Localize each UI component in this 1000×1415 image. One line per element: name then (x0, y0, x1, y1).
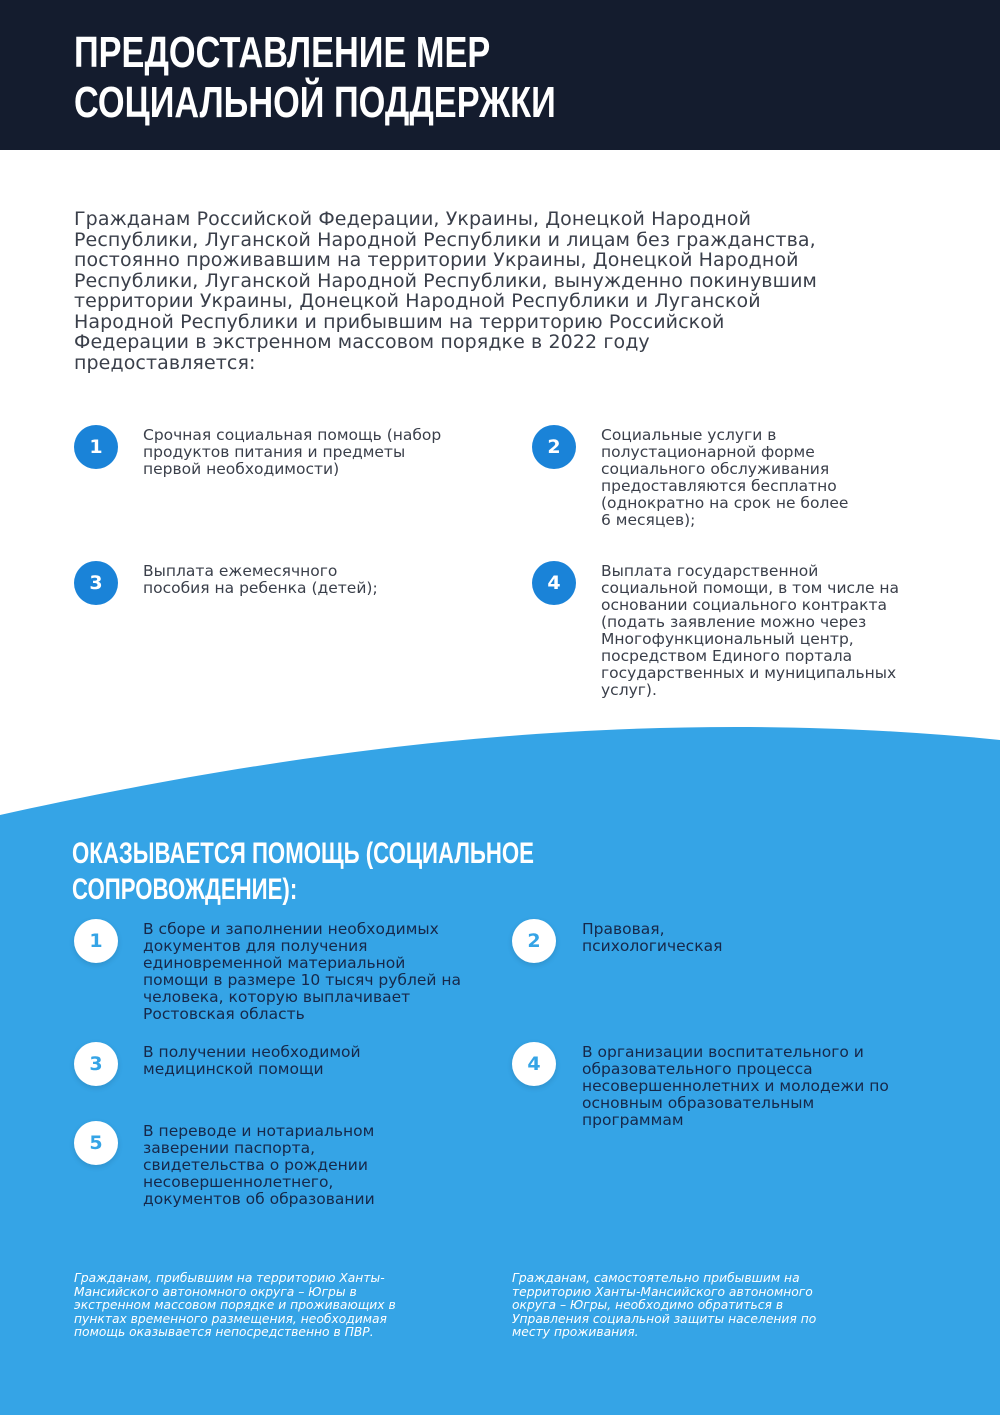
number-badge: 1 (74, 425, 118, 469)
text-line: (подать заявление можно через (601, 613, 867, 631)
text-line: пособия на ребенка (детей); (143, 579, 378, 597)
text-line: социального обслуживания (601, 460, 830, 478)
text-line: услуг). (601, 681, 657, 699)
support-text (582, 1044, 942, 1129)
note-line: Гражданам, прибывшим на территорию Ханты- (74, 1271, 385, 1285)
text-line: В сборе и заполнении необходимых (143, 920, 439, 938)
text-line: свидетельства о рождении (143, 1156, 368, 1174)
title-line: СОЦИАЛЬНОЙ ПОДДЕРЖКИ (74, 78, 556, 127)
text-line: Многофункциональный центр, (601, 630, 854, 648)
header-banner (0, 0, 1000, 150)
intro-paragraph (74, 209, 924, 373)
text-line: образовательного процесса (582, 1060, 813, 1078)
text-line: посредством Единого портала (601, 647, 853, 665)
text-line: 6 месяцев); (601, 511, 696, 529)
support-text (582, 921, 922, 955)
text-line: Правовая, (582, 920, 665, 938)
text-line: Ростовская область (143, 1005, 305, 1023)
number-badge: 2 (512, 919, 556, 963)
number-badge: 4 (512, 1042, 556, 1086)
intro-line: Народной Республики и прибывшим на территорию Российской (74, 310, 725, 333)
page-title (74, 28, 620, 128)
number-badge: 5 (74, 1121, 118, 1165)
text-line: В получении необходимой (143, 1043, 361, 1061)
note-line: Мансийского автономного округа – Югры в (74, 1284, 357, 1299)
text-line: В организации воспитательного и (582, 1043, 864, 1061)
text-line: помощи в размере 10 тысяч рублей на (143, 971, 462, 989)
intro-line: территории Украины, Донецкой Народной Республики и Луганской (74, 290, 761, 312)
text-line: полустационарной форме (601, 443, 815, 461)
support-text (143, 921, 503, 1023)
text-line: первой необходимости) (143, 460, 340, 478)
text-line: несовершеннолетних и молодежи по (582, 1077, 889, 1095)
note-line: пунктах временного размещения, необходимая (74, 1311, 387, 1326)
text-line: психологическая (582, 937, 723, 955)
note-line: месту проживания. (512, 1325, 639, 1339)
note-line: Управления социальной защиты населения по (512, 1311, 817, 1326)
support-text (143, 1123, 503, 1208)
note-line: Гражданам, самостоятельно прибывшим на (512, 1271, 800, 1285)
intro-line: Гражданам Российской Федерации, Украины, Донецкой Народной (74, 208, 752, 230)
text-line: (однократно на срок не более (601, 494, 849, 512)
text-line: продуктов питания и предметы (143, 443, 406, 461)
note-line: помощь оказывается непосредственно в ПВР. (74, 1325, 374, 1339)
text-line: заверении паспорта, (143, 1139, 316, 1157)
text-line: человека, которую выплачивает (143, 988, 411, 1006)
support-section-title: ОКАЗЫВАЕТСЯ ПОМОЩЬ (СОЦИАЛЬНОЕ СОПРОВОЖДЕНИЕ): (72, 837, 534, 906)
text-line: Социальные услуги в (601, 426, 777, 444)
number-badge: 3 (74, 1042, 118, 1086)
text-line: единовременной материальной (143, 954, 406, 972)
support-text (143, 1044, 503, 1078)
text-line: Выплата ежемесячного (143, 562, 338, 580)
intro-line: предоставляется: (74, 351, 256, 374)
text-line: В переводе и нотариальном (143, 1122, 375, 1140)
text-line: социальной помощи, в том числе на (601, 579, 900, 597)
title-line: ПРЕДОСТАВЛЕНИЕ МЕР (74, 28, 491, 77)
text-line: документов об образовании (143, 1190, 375, 1208)
text-line: Срочная социальная помощь (набор (143, 426, 442, 444)
text-line: Выплата государственной (601, 562, 819, 580)
note-line: округа – Югры, необходимо обратиться в (512, 1298, 784, 1312)
note-line: территорию Ханты-Мансийского автономного (512, 1284, 813, 1299)
number-badge: 2 (532, 425, 576, 469)
text-line: программам (582, 1111, 684, 1129)
measure-text (143, 563, 493, 597)
text-line: предоставляются бесплатно (601, 477, 837, 495)
text-line: медицинской помощи (143, 1060, 324, 1078)
intro-line: Республики, Луганской Народной Республики и лицам без гражданства, (74, 228, 816, 251)
number-badge: 3 (74, 561, 118, 605)
text-line: основании социального контракта (601, 596, 888, 614)
measure-text (601, 563, 941, 699)
intro-line: Республики, Луганской Народной Республики, вынужденно покинувшим (74, 269, 817, 292)
text-line: основным образовательным (582, 1094, 815, 1112)
intro-line: Федерации в экстренном массовом порядке в 2022 году (74, 331, 650, 353)
footnote-left (74, 1272, 474, 1340)
measure-text (143, 427, 493, 478)
number-badge: 4 (532, 561, 576, 605)
footnote-right (512, 1272, 912, 1340)
note-line: экстренном массовом порядке и проживающих в (74, 1298, 396, 1312)
number-badge: 1 (74, 919, 118, 963)
text-line: государственных и муниципальных (601, 664, 897, 682)
text-line: документов для получения (143, 937, 368, 955)
intro-line: постоянно проживавшим на территории Украины, Донецкой Народной (74, 249, 799, 271)
text-line: несовершеннолетнего, (143, 1173, 334, 1191)
measure-text (601, 427, 931, 529)
